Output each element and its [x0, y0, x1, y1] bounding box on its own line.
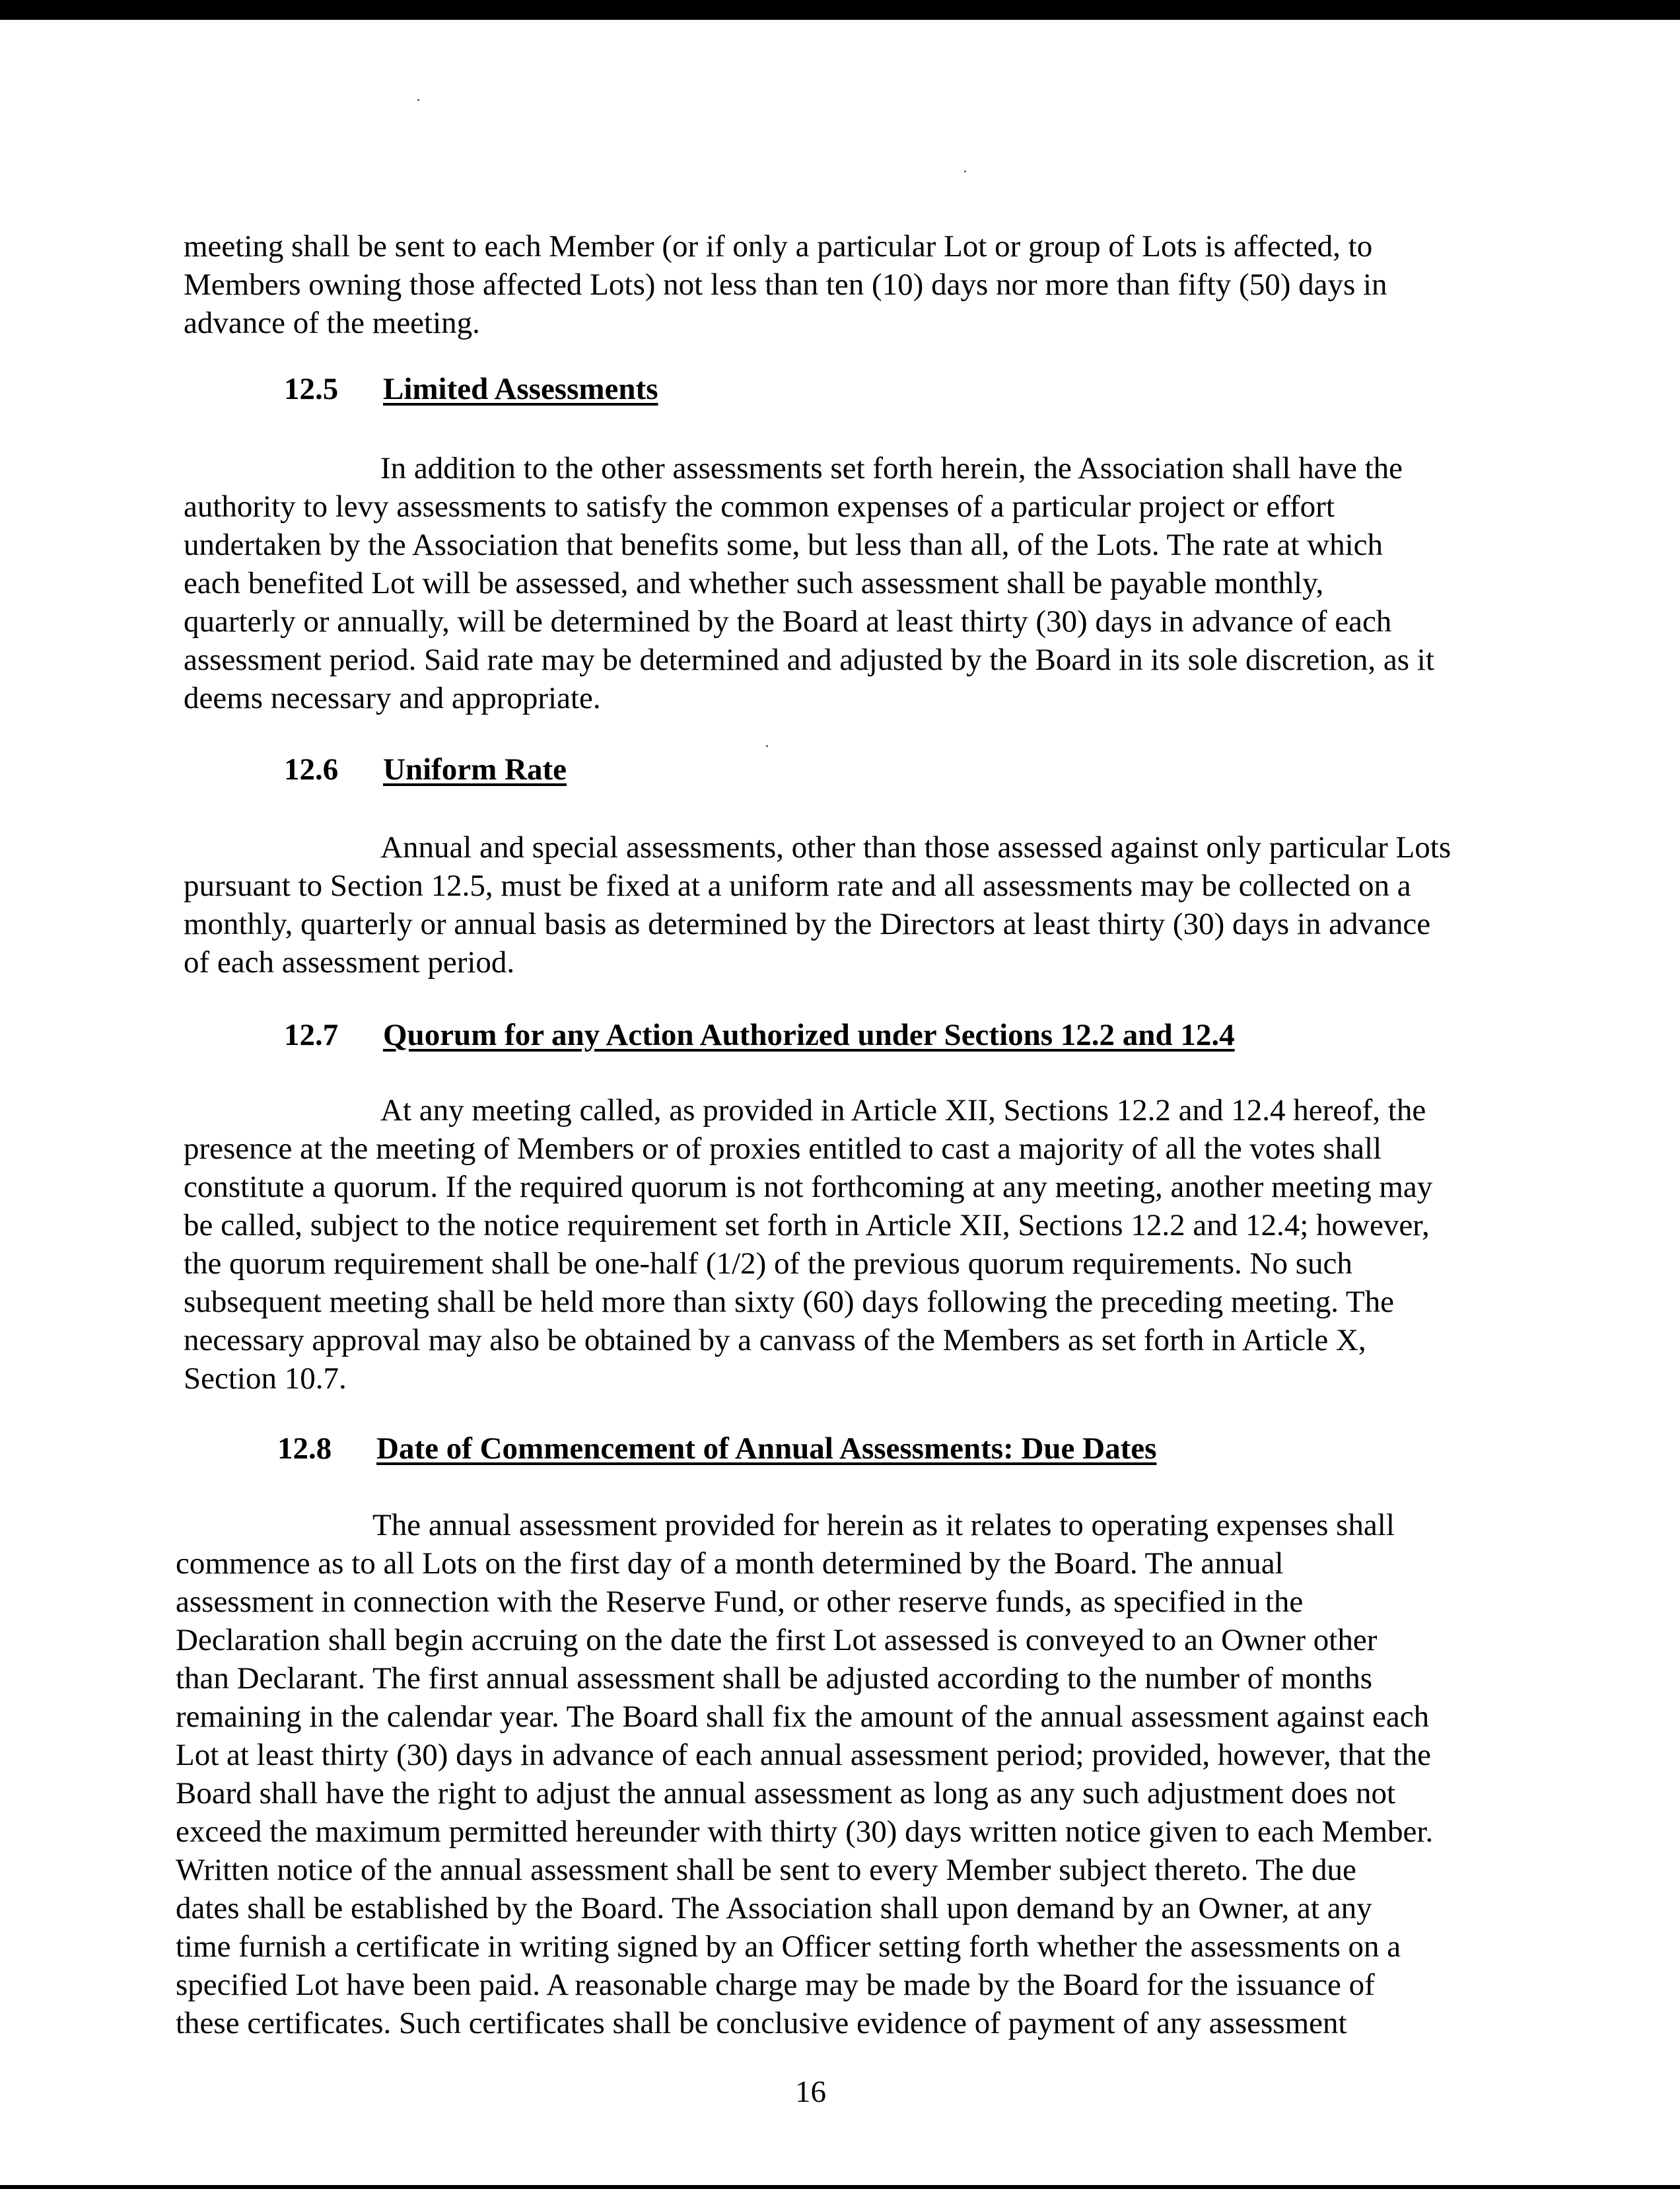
section-title: Limited Assessments: [383, 372, 658, 406]
text-line: subsequent meeting shall be held more than sixty (60) days following the preceding meeting. The: [184, 1285, 1394, 1319]
scan-speck: [417, 99, 419, 101]
text-line: than Declarant. The first annual assessment shall be adjusted according to the number of months: [176, 1661, 1373, 1696]
scan-speck: [964, 170, 966, 172]
section-title: Date of Commencement of Annual Assessments: Due Dates: [376, 1431, 1157, 1466]
text-line: necessary approval may also be obtained by a canvass of the Members as set forth in Article X,: [184, 1323, 1366, 1357]
text-line: Annual and special assessments, other than those assessed against only particular Lots: [380, 830, 1452, 865]
section-title: Quorum for any Action Authorized under Sections 12.2 and 12.4: [383, 1018, 1235, 1052]
intro-paragraph: [184, 227, 1524, 342]
section-number: 12.6: [284, 752, 339, 787]
text-line: At any meeting called, as provided in Article XII, Sections 12.2 and 12.4 hereof, the: [380, 1093, 1426, 1128]
section-paragraph-12-6: [184, 828, 1524, 982]
text-line: exceed the maximum permitted hereunder with thirty (30) days written notice given to each Member.: [176, 1814, 1434, 1849]
text-line: each benefited Lot will be assessed, and whether such assessment shall be payable monthly,: [184, 566, 1324, 600]
text-line: pursuant to Section 12.5, must be fixed at a uniform rate and all assessments may be collected on a: [184, 869, 1411, 903]
section-number: 12.8: [277, 1431, 332, 1466]
text-line: specified Lot have been paid. A reasonable charge may be made by the Board for the issuance of: [176, 1968, 1375, 2002]
section-heading-12-5: [284, 371, 658, 407]
section-paragraph-12-7: [184, 1091, 1524, 1398]
text-line: time furnish a certificate in writing signed by an Officer setting forth whether the assessments on a: [176, 1929, 1401, 1964]
text-line: The annual assessment provided for herein as it relates to operating expenses shall: [372, 1508, 1395, 1542]
section-heading-12-6: [284, 752, 567, 787]
text-line: monthly, quarterly or annual basis as determined by the Directors at least thirty (30) days in advance: [184, 907, 1431, 941]
text-line: authority to levy assessments to satisfy the common expenses of a particular project or effort: [184, 489, 1335, 524]
section-paragraph-12-8: [176, 1506, 1516, 2042]
text-line: Board shall have the right to adjust the annual assessment as long as any such adjustment does not: [176, 1776, 1395, 1811]
text-line: the quorum requirement shall be one-half (1/2) of the previous quorum requirements. No such: [184, 1246, 1352, 1281]
section-title: Uniform Rate: [383, 752, 567, 787]
section-number: 12.5: [284, 372, 339, 406]
text-line: presence at the meeting of Members or of proxies entitled to cast a majority of all the votes shall: [184, 1131, 1382, 1166]
text-line: quarterly or annually, will be determined by the Board at least thirty (30) days in advance of each: [184, 604, 1392, 639]
text-line: Written notice of the annual assessment shall be sent to every Member subject thereto. The due: [176, 1853, 1356, 1887]
text-line: Section 10.7.: [184, 1361, 347, 1396]
scan-bottom-border: [0, 2185, 1680, 2189]
text-line: of each assessment period.: [184, 945, 515, 980]
scan-top-border: [0, 0, 1680, 20]
page-number: 16: [795, 2075, 826, 2109]
text-line: these certificates. Such certificates shall be conclusive evidence of payment of any assessment: [176, 2006, 1347, 2040]
text-line: assessment period. Said rate may be determined and adjusted by the Board in its sole discretion, as it: [184, 643, 1434, 677]
text-line: Lot at least thirty (30) days in advance of each annual assessment period; provided, however, that the: [176, 1738, 1431, 1772]
text-line: constitute a quorum. If the required quorum is not forthcoming at any meeting, another meeting may: [184, 1170, 1433, 1204]
text-line: dates shall be established by the Board. The Association shall upon demand by an Owner, at any: [176, 1891, 1372, 1925]
text-line: remaining in the calendar year. The Board shall fix the amount of the annual assessment against each: [176, 1700, 1430, 1734]
text-line: advance of the meeting.: [184, 306, 480, 340]
text-line: commence as to all Lots on the first day of a month determined by the Board. The annual: [176, 1546, 1284, 1581]
section-heading-12-8: [277, 1431, 1156, 1466]
section-number: 12.7: [284, 1018, 339, 1052]
section-heading-12-7: [284, 1017, 1235, 1053]
text-line: Declaration shall begin accruing on the date the first Lot assessed is conveyed to an Owner other: [176, 1623, 1378, 1657]
text-line: be called, subject to the notice requirement set forth in Article XII, Sections 12.2 and 12.4; however,: [184, 1208, 1430, 1242]
text-line: In addition to the other assessments set forth herein, the Association shall have the: [380, 451, 1403, 485]
section-paragraph-12-5: [184, 449, 1524, 717]
text-line: undertaken by the Association that benefits some, but less than all, of the Lots. The rate at which: [184, 528, 1383, 562]
text-line: assessment in connection with the Reserve Fund, or other reserve funds, as specified in the: [176, 1585, 1304, 1619]
text-line: meeting shall be sent to each Member (or if only a particular Lot or group of Lots is affected, to: [184, 229, 1373, 264]
text-line: Members owning those affected Lots) not less than ten (10) days nor more than fifty (50) days in: [184, 268, 1387, 302]
scan-speck: [766, 745, 768, 747]
text-line: deems necessary and appropriate.: [184, 681, 601, 715]
